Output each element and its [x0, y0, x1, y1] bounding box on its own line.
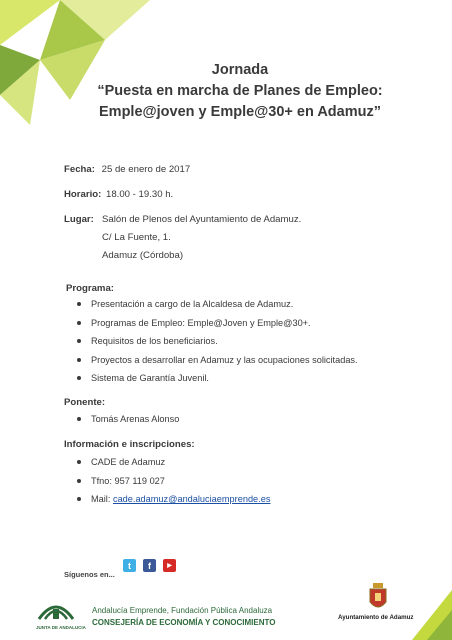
fecha-value: 25 de enero de 2017 — [101, 164, 191, 175]
fecha-row — [64, 164, 190, 176]
social-icons — [123, 559, 176, 572]
mail-link[interactable]: cade.adamuz@andaluciaemprende.es — [112, 494, 271, 504]
list-item: Tomás Arenas Alonso — [64, 413, 179, 432]
info-list — [64, 456, 270, 512]
lugar-line-3: Adamuz (Córdoba) — [102, 250, 184, 261]
youtube-icon[interactable]: ▶ — [163, 559, 176, 572]
title-line-3: Emple@joven y Emple@30+ en Adamuz” — [99, 104, 381, 120]
junta-text: JUNTA DE ANDALUCIA — [36, 625, 86, 630]
decorative-triangles-bottom — [412, 590, 452, 640]
horario-label: Horario: — [64, 189, 102, 200]
list-item: Sistema de Garantía Juvenil. — [64, 372, 358, 391]
fecha-label: Fecha: — [64, 164, 95, 175]
lugar-line-1: Salón de Plenos del Ayuntamiento de Adamuz. — [102, 214, 302, 225]
ponente-heading: Ponente: — [64, 397, 106, 408]
siguenos-label: Síguenos en... — [64, 570, 115, 579]
junta-andalucia-logo — [36, 595, 76, 623]
ponente-list — [64, 413, 179, 432]
programa-heading: Programa: — [66, 283, 114, 294]
list-item: CADE de Adamuz — [64, 456, 270, 475]
facebook-icon[interactable]: f — [143, 559, 156, 572]
lugar-line-2: C/ La Fuente, 1. — [102, 232, 171, 243]
lugar-label: Lugar: — [64, 214, 94, 225]
list-item: Presentación a cargo de la Alcaldesa de Adamuz. — [64, 298, 358, 317]
list-item: Requisitos de los beneficiarios. — [64, 335, 358, 354]
horario-value: 18.00 - 19.30 h. — [105, 189, 174, 200]
title-line-2: “Puesta en marcha de Planes de Empleo: — [97, 83, 383, 99]
ayuntamiento-text: Ayuntamiento de Adamuz — [338, 614, 414, 621]
programa-list — [64, 298, 358, 391]
list-item — [64, 493, 270, 512]
twitter-icon[interactable]: t — [123, 559, 136, 572]
list-item: Programas de Empleo: Emple@Joven y Emple@30+. — [64, 317, 358, 336]
org-line-2: CONSEJERÍA DE ECONOMÍA Y CONOCIMIENTO — [92, 618, 276, 627]
info-heading: Información e inscripciones: — [64, 439, 195, 450]
list-item: Tfno: 957 119 027 — [64, 475, 270, 494]
horario-row — [64, 189, 173, 201]
ayuntamiento-crest-icon — [368, 582, 388, 612]
list-item: Proyectos a desarrollar en Adamuz y las ocupaciones solicitadas. — [64, 354, 358, 373]
mail-label: Mail: — [91, 494, 111, 504]
org-line-1: Andalucía Emprende, Fundación Pública Andaluza — [92, 606, 273, 615]
title-line-1: Jornada — [211, 62, 269, 78]
